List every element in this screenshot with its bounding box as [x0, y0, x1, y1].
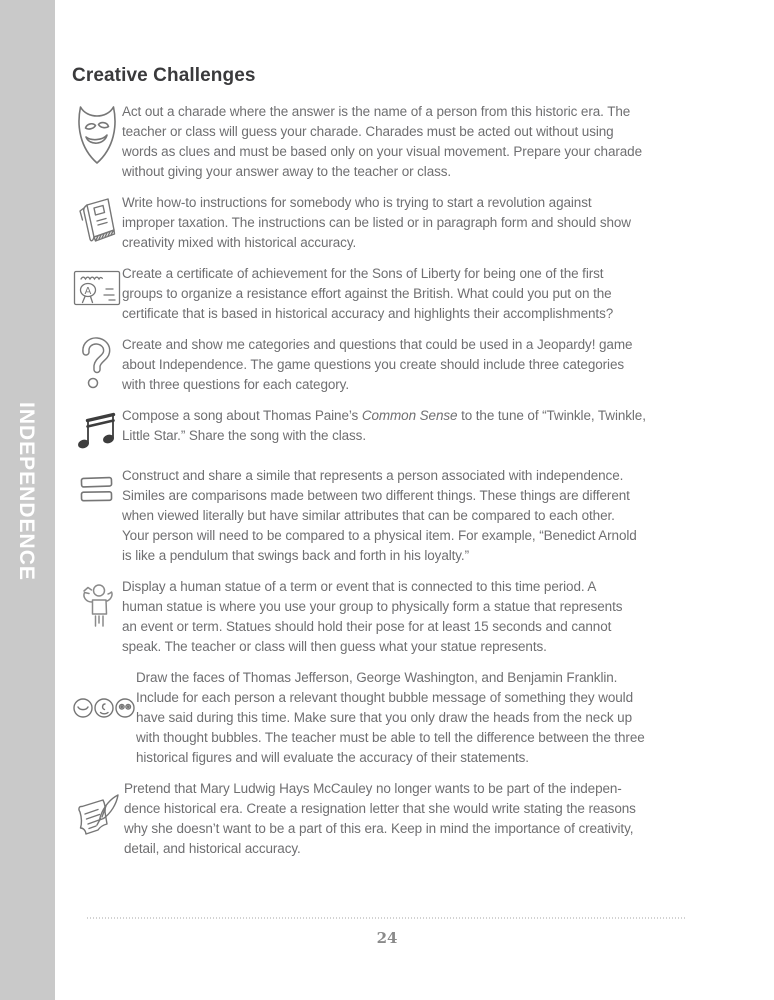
- text-line: Little Star.” Share the song with the class.: [122, 428, 366, 443]
- challenge-text: [122, 335, 694, 395]
- chapter-sidebar: [0, 0, 55, 1000]
- challenge-item: [72, 102, 694, 182]
- challenge-text: [122, 193, 694, 253]
- svg-text:A: A: [84, 286, 92, 297]
- text-line: creativity mixed with historical accuracy.: [122, 235, 357, 250]
- certificate-icon: [72, 264, 122, 324]
- letter-quill-icon: [72, 779, 124, 859]
- three-faces-icon: [72, 668, 136, 768]
- challenge-item: [72, 577, 694, 657]
- chapter-title-vertical: INDEPENDENCE: [15, 402, 38, 581]
- text-line: is like a pendulum that swings back and forth in his loyalty.”: [122, 548, 469, 563]
- text-line: with thought bubbles. The teacher must be able to tell the difference between the three: [136, 730, 645, 745]
- text-line: words as clues and must be based only on your visual movement. Prepare your charade: [122, 144, 642, 159]
- challenge-item: [72, 406, 694, 455]
- text-line: Display a human statue of a term or event that is connected to this time period. A: [122, 579, 597, 594]
- main-content: [72, 64, 694, 870]
- text-line: dence historical era. Create a resignation letter that she would write stating the reasons: [124, 801, 636, 816]
- challenge-text: [122, 466, 694, 566]
- challenge-item: [72, 466, 694, 566]
- text-line: Create a certificate of achievement for the Sons of Liberty for being one of the first: [122, 266, 604, 281]
- text-line: historical figures and will evaluate the accuracy of their statements.: [136, 750, 529, 765]
- challenge-text: [122, 406, 694, 455]
- comedy-mask-icon: [72, 102, 122, 182]
- challenge-item: [72, 779, 694, 859]
- challenge-item: [72, 335, 694, 395]
- text-line: certificate that is based in historical accuracy and highlights their accomplishments?: [122, 306, 614, 321]
- challenge-item: [72, 264, 694, 324]
- text-line: Construct and share a simile that represents a person associated with independence.: [122, 468, 624, 483]
- equals-icon: [72, 466, 122, 566]
- page-title: Creative Challenges: [72, 65, 256, 86]
- text-line: why she doesn’t want to be a part of this era. Keep in mind the importance of creativity,: [124, 821, 634, 836]
- text-line: Include for each person a relevant thought bubble message of something they would: [136, 690, 633, 705]
- text-line: human statue is where you use your group to physically form a statue that represents: [122, 599, 623, 614]
- text-line: speak. The teacher or class will then guess what your statue represents.: [122, 639, 547, 654]
- challenge-item: [72, 193, 694, 253]
- text-line: Draw the faces of Thomas Jefferson, George Washington, and Benjamin Franklin.: [136, 670, 618, 685]
- question-mark-icon: [72, 335, 122, 395]
- text-line: Similes are comparisons made between two different things. These things are different: [122, 488, 630, 503]
- page-number: 24: [376, 929, 398, 947]
- challenge-text: [122, 577, 694, 657]
- text-line: groups to organize a resistance effort against the British. What could you put on the: [122, 286, 612, 301]
- text-line: have said during this time. Make sure that you only draw the heads from the neck up: [136, 710, 632, 725]
- text-line: Create and show me categories and questions that could be used in a Jeopardy! game: [122, 337, 633, 352]
- challenge-text: [122, 264, 694, 324]
- text-line: about Independence. The game questions you create should include three categories: [122, 357, 625, 372]
- footer-divider: [87, 917, 685, 919]
- text-line: detail, and historical accuracy.: [124, 841, 301, 856]
- challenge-text: [122, 102, 694, 182]
- text-line: Write how-to instructions for somebody who is trying to start a revolution against: [122, 195, 592, 210]
- text-line: when viewed literally but have similar attributes that can be compared to each other.: [122, 508, 615, 523]
- text-line: improper taxation. The instructions can be listed or in paragraph form and should show: [122, 215, 631, 230]
- text-line: an event or term. Statues should hold their pose for at least 15 seconds and cannot: [122, 619, 612, 634]
- book-icon: [72, 193, 122, 253]
- challenge-list: [72, 102, 694, 859]
- text-line: teacher or class will guess your charade. Charades must be acted out without using: [122, 124, 614, 139]
- challenge-item: [72, 668, 694, 768]
- music-notes-icon: [72, 406, 122, 455]
- challenge-text: [124, 779, 694, 859]
- text-line: with three questions for each category.: [122, 377, 349, 392]
- text-line: Pretend that Mary Ludwig Hays McCauley no longer wants to be part of the indepen-: [124, 781, 622, 796]
- text-line: without giving your answer away to the teacher or class.: [122, 164, 452, 179]
- text-line: Act out a charade where the answer is the name of a person from this historic era. The: [122, 104, 631, 119]
- text-line: Your person will need to be compared to a physical item. For example, “Benedict Arnold: [122, 528, 637, 543]
- statue-icon: [72, 577, 122, 657]
- challenge-text: [136, 668, 694, 768]
- text-line: Compose a song about Thomas Paine’s Common Sense to the tune of “Twinkle, Twinkle,: [122, 408, 646, 423]
